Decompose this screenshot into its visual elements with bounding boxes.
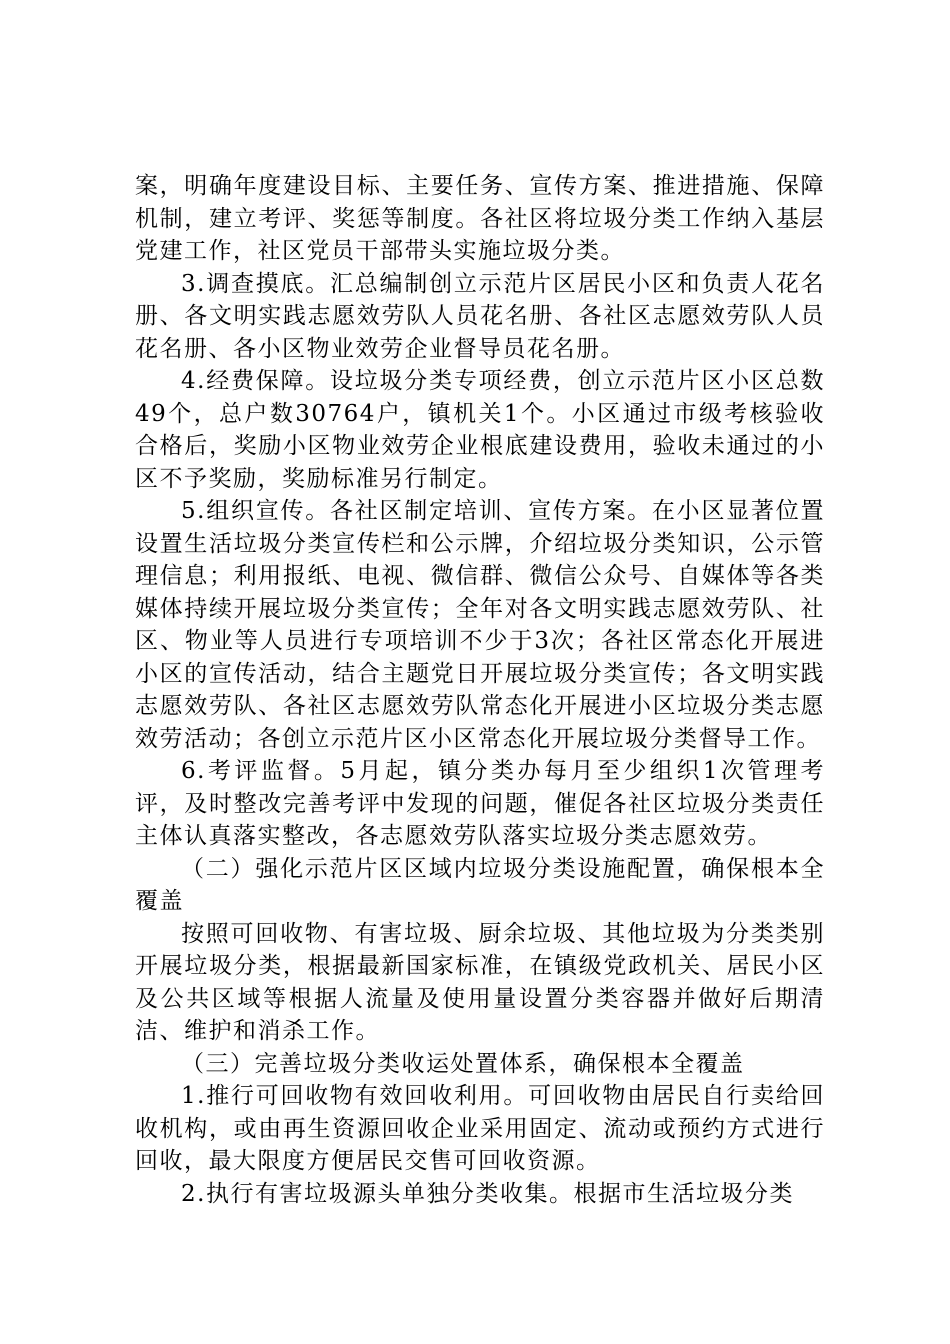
paragraph-publicity: 5.组织宣传。各社区制定培训、宣传方案。在小区显著位置设置生活垃圾分类宣传栏和公示牌，介绍垃圾分类知识，公示管理信息；利用报纸、电视、微信群、微信公众号、自媒体等各类媒体持续开展垃圾分类宣传；全年对各文明实践志愿效劳队、社区、物业等人员进行专项培训不少于3次；各社区常态化开展进小区的宣传活动，结合主题党日开展垃圾分类宣传；各文明实践志愿效劳队、各社区志愿效劳队常态化开展进小区垃圾分类志愿效劳活动；各创立示范片区小区常态化开展垃圾分类督导工作。 xyxy=(135,498,825,752)
section-heading-collection: （三）完善垃圾分类收运处置体系，确保根本全覆盖 xyxy=(181,1050,745,1077)
paragraph-funding: 4.经费保障。设垃圾分类专项经费，创立示范片区小区总数49个，总户数30764户，镇机关1个。小区通过市级考核验收合格后，奖励小区物业效劳企业根底建设费用，验收未通过的小区不予奖励，奖励标准另行制定。 xyxy=(135,368,825,492)
paragraph-facilities: 按照可回收物、有害垃圾、厨余垃圾、其他垃圾为分类类别开展垃圾分类，根据最新国家标准，在镇级党政机关、居民小区及公共区域等根据人流量及使用量设置分类容器并做好后期清洁、维护和消杀工作。 xyxy=(135,920,825,1044)
paragraph-evaluation: 6.考评监督。5月起，镇分类办每月至少组织1次管理考评，及时整改完善考评中发现的问题，催促各社区垃圾分类责任主体认真落实整改，各志愿效劳队落实垃圾分类志愿效劳。 xyxy=(135,758,825,849)
paragraph-hazardous: 2.执行有害垃圾源头单独分类收集。根据市生活垃圾分类 xyxy=(181,1180,794,1207)
document-body xyxy=(135,170,825,1210)
paragraph-survey: 3.调查摸底。汇总编制创立示范片区居民小区和负责人花名册、各文明实践志愿效劳队人员花名册、各社区志愿效劳队人员花名册、各小区物业效劳企业督导员花名册。 xyxy=(135,270,825,362)
section-heading-facilities: （二）强化示范片区区域内垃圾分类设施配置，确保根本全覆盖 xyxy=(135,855,825,914)
paragraph-continuation: 案，明确年度建设目标、主要任务、宣传方案、推进措施、保障机制，建立考评、奖惩等制度。各社区将垃圾分类工作纳入基层党建工作，社区党员干部带头实施垃圾分类。 xyxy=(135,173,825,264)
paragraph-recyclables: 1.推行可回收物有效回收利用。可回收物由居民自行卖给回收机构，或由再生资源回收企业采用固定、流动或预约方式进行回收，最大限度方便居民交售可回收资源。 xyxy=(135,1083,825,1174)
